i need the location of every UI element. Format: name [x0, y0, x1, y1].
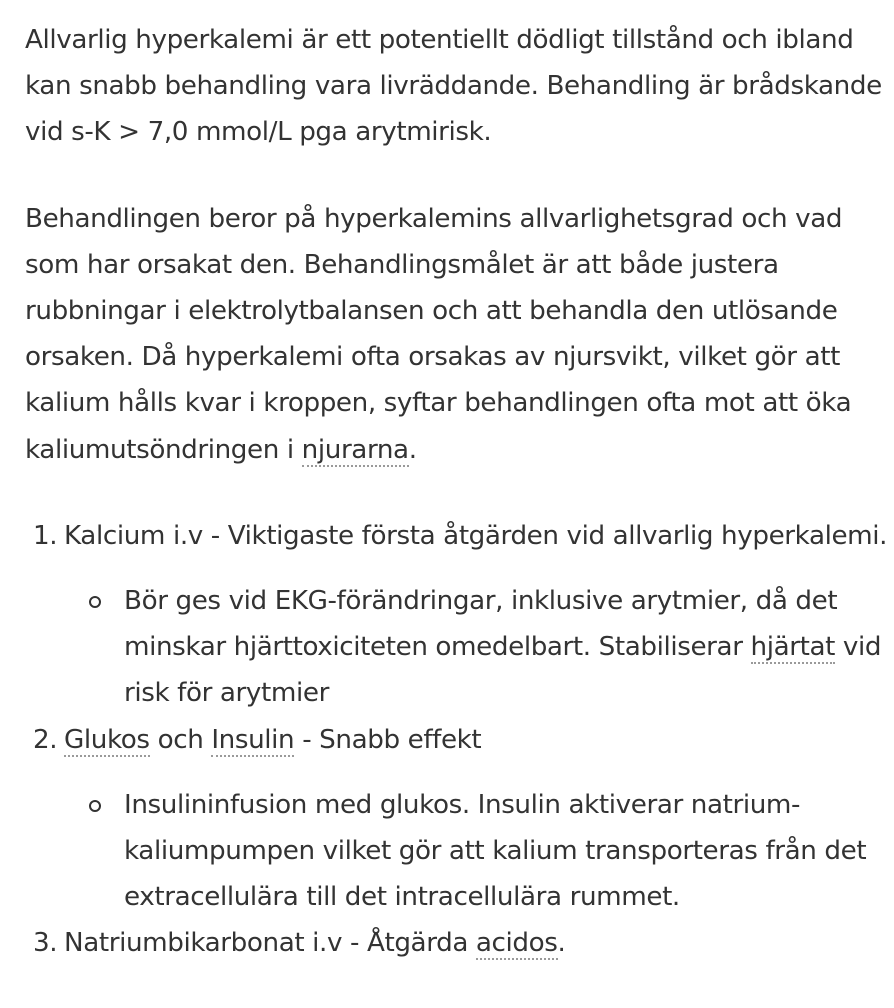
list-number: 3.: [33, 928, 58, 959]
treatment-paragraph: [25, 196, 894, 473]
term-link-acidos[interactable]: acidos: [475, 928, 558, 959]
treatment-detail: [64, 578, 894, 717]
title-connector: och: [149, 724, 212, 755]
treatment-sublist: [64, 782, 894, 921]
treatment-detail: [64, 782, 894, 921]
bullet-circle-icon: [89, 596, 101, 608]
treatment-list: [25, 513, 894, 967]
detail-text-end: vid risk för arytmier: [124, 632, 882, 709]
treatment-title: - Snabb effekt: [294, 724, 482, 755]
treatment-paragraph-end: .: [408, 434, 417, 465]
article-content: [25, 17, 894, 967]
detail-text: Bör ges vid EKG-förändringar, inklusive arytmier, då det minskar hjärttoxiciteten omedelbart. Stabiliserar: [124, 586, 838, 663]
term-link-glukos[interactable]: Glukos: [64, 724, 150, 755]
detail-text: Insulininfusion med glukos. Insulin aktiverar natrium-kaliumpumpen vilket gör att kalium transporteras från det extracellulära till det intracellulära rummet.: [124, 789, 867, 913]
intro-paragraph: Allvarlig hyperkalemi är ett potentiellt dödligt tillstånd och ibland kan snabb behandling vara livräddande. Behandling är brådskande vid s-K > 7,0 mmol/L pga arytmirisk.: [25, 25, 882, 148]
treatment-title: Kalcium i.v - Viktigaste första åtgärden vid allvarlig hyperkalemi.: [64, 520, 888, 551]
treatment-sublist: [64, 578, 894, 717]
treatment-item-glukos-insulin: [25, 717, 894, 921]
treatment-title-end: .: [557, 928, 566, 959]
treatment-item-natriumbikarbonat: [25, 920, 894, 966]
treatment-item-kalcium: [25, 513, 894, 717]
term-link-njurarna[interactable]: njurarna: [301, 434, 409, 465]
treatment-title: Natriumbikarbonat i.v - Åtgärda: [64, 928, 476, 959]
list-number: 2.: [33, 724, 58, 755]
term-link-insulin[interactable]: Insulin: [211, 724, 295, 755]
treatment-paragraph-text: Behandlingen beror på hyperkalemins allvarlighetsgrad och vad som har orsakat den. Behandlingsmålet är att både justera rubbningar i elektrolytbalansen och att behandla den utlösande orsaken. Då hyperkalemi ofta orsakas av njursvikt, vilket gör att kalium hålls kvar i kroppen, syftar behandlingen ofta mot att öka kaliumutsöndringen i: [25, 203, 852, 465]
bullet-circle-icon: [89, 800, 101, 812]
list-number: 1.: [33, 520, 58, 551]
term-link-hjartat[interactable]: hjärtat: [750, 632, 835, 663]
